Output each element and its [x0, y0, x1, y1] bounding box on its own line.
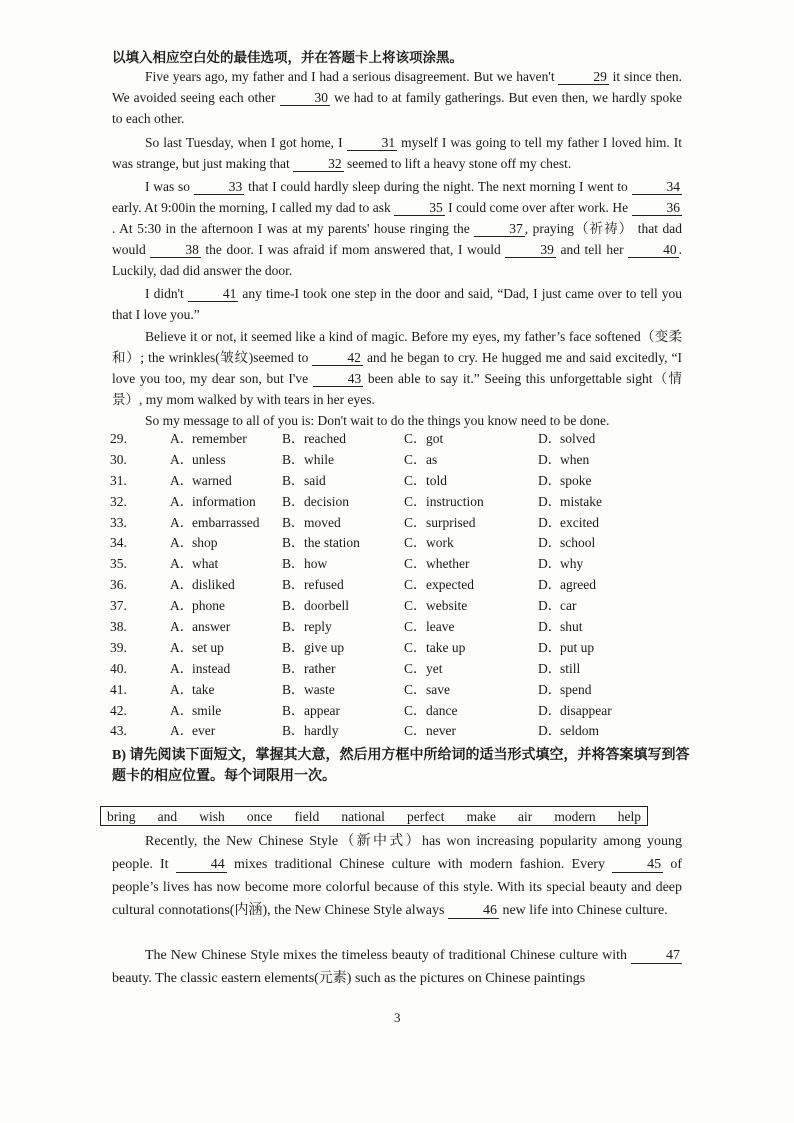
blank-46: 46 — [448, 903, 499, 919]
option-letter: D． — [538, 639, 562, 655]
option-text: expected — [426, 577, 474, 593]
option-a — [170, 596, 282, 617]
option-letter: C． — [404, 619, 427, 635]
option-d — [538, 680, 592, 701]
option-text: instruction — [426, 493, 484, 509]
option-b — [282, 596, 404, 617]
option-letter: B． — [282, 451, 305, 467]
question-number: 36. — [110, 577, 127, 593]
option-b — [282, 471, 404, 492]
option-b — [282, 554, 404, 575]
option-letter: C． — [404, 660, 427, 676]
option-c — [404, 429, 538, 450]
option-a — [170, 450, 282, 471]
option-text: school — [560, 535, 596, 551]
option-text: car — [560, 598, 577, 614]
option-letter: C． — [404, 556, 427, 572]
option-letter: A． — [170, 472, 194, 488]
option-text: work — [426, 535, 454, 551]
question-number: 40. — [110, 660, 127, 676]
option-text: the station — [304, 535, 360, 551]
option-c — [404, 721, 538, 742]
option-a — [170, 513, 282, 534]
option-text: never — [426, 723, 456, 739]
option-text: unless — [192, 451, 226, 467]
option-letter: B． — [282, 472, 305, 488]
option-d — [538, 638, 594, 659]
option-a — [170, 554, 282, 575]
option-text: spoke — [560, 472, 592, 488]
option-text: disliked — [192, 577, 235, 593]
option-text: take up — [426, 639, 466, 655]
option-c — [404, 596, 538, 617]
option-letter: C． — [404, 514, 427, 530]
option-row — [110, 721, 710, 742]
option-text: rather — [304, 660, 336, 676]
option-c — [404, 680, 538, 701]
option-row — [110, 659, 710, 680]
option-row — [110, 680, 710, 701]
word-item: wish — [199, 809, 225, 824]
word-item: perfect — [407, 809, 445, 824]
blank-41: 41 — [188, 286, 239, 302]
option-letter: D． — [538, 619, 562, 635]
option-text: shut — [560, 619, 583, 635]
option-a — [170, 429, 282, 450]
option-row — [110, 575, 710, 596]
option-letter: A． — [170, 514, 194, 530]
option-letter: B． — [282, 535, 305, 551]
option-a — [170, 680, 282, 701]
option-c — [404, 533, 538, 554]
question-number: 42. — [110, 702, 127, 718]
blank-29: 29 — [558, 69, 609, 85]
option-letter: A． — [170, 577, 194, 593]
option-letter: D． — [538, 556, 562, 572]
option-letter: D． — [538, 660, 562, 676]
option-b — [282, 513, 404, 534]
option-text: moved — [304, 514, 341, 530]
section-b-instructions: B) 请先阅读下面短文，掌握其大意，然后用方框中所给词的适当形式填空，并将答案填写到答题卡的相应位置。每个词限用一次。 — [112, 748, 690, 784]
option-c — [404, 638, 538, 659]
blank-34: 34 — [632, 179, 683, 195]
option-text: save — [426, 681, 450, 697]
question-number: 30. — [110, 451, 127, 467]
option-text: answer — [192, 619, 231, 635]
option-text: decision — [304, 493, 349, 509]
option-text: why — [560, 556, 584, 572]
blank-42: 42 — [312, 350, 363, 366]
option-text: surprised — [426, 514, 476, 530]
option-text: while — [304, 451, 334, 467]
option-row — [110, 701, 710, 722]
question-number: 37. — [110, 598, 127, 614]
option-letter: D． — [538, 451, 562, 467]
option-letter: C． — [404, 577, 427, 593]
option-d — [538, 617, 583, 638]
blank-47: 47 — [631, 948, 682, 964]
option-text: embarrassed — [192, 514, 260, 530]
blank-40: 40 — [628, 242, 679, 258]
passage-paragraph-2: So last Tuesday, when I got home, I 31 myself I was going to tell my father I loved him. It was strange, but just making that 32 seemed to lift a heavy stone off my chest. — [112, 135, 682, 171]
question-number: 34. — [110, 535, 127, 551]
option-letter: C． — [404, 598, 427, 614]
option-text: put up — [560, 639, 595, 655]
option-text: solved — [560, 431, 596, 446]
option-d — [538, 533, 595, 554]
option-text: whether — [426, 556, 470, 572]
option-letter: B． — [282, 619, 305, 635]
word-item: bring — [107, 809, 136, 824]
option-text: ever — [192, 723, 216, 739]
blank-44: 44 — [176, 857, 227, 873]
word-box — [100, 806, 648, 826]
option-b — [282, 701, 404, 722]
passage-paragraph-5: Believe it or not, it seemed like a kind of magic. Before my eyes, my father’s face softened（变柔和）; the wrinkles(皱纹)seemed to 42 and he began to cry. He hugged me and said excitedly, “I love you too, my dear son, but I've 43 been able to say it.” Seeing this unforgettable sight（情景）, my mom walked by with tears in her eyes. — [112, 329, 683, 407]
option-a — [170, 638, 282, 659]
option-text: agreed — [560, 577, 596, 593]
option-text: give up — [304, 639, 345, 655]
option-text: mistake — [560, 493, 602, 509]
option-text: smile — [192, 702, 222, 718]
option-d — [538, 596, 576, 617]
option-b — [282, 721, 404, 742]
option-d — [538, 659, 580, 680]
option-c — [404, 659, 538, 680]
instruction-header: 以填入相应空白处的最佳选项，并在答题卡上将该项涂黑。 — [112, 50, 463, 65]
option-c — [404, 617, 538, 638]
option-text: appear — [304, 702, 340, 718]
option-letter: A． — [170, 702, 194, 718]
option-text: still — [560, 660, 581, 676]
question-number: 38. — [110, 619, 127, 635]
option-text: what — [192, 556, 219, 572]
option-row — [110, 429, 710, 450]
option-text: take — [192, 681, 215, 697]
question-number: 29. — [110, 431, 127, 446]
option-text: waste — [304, 681, 335, 697]
option-row — [110, 450, 710, 471]
option-letter: B． — [282, 577, 305, 593]
option-a — [170, 701, 282, 722]
question-number: 33. — [110, 514, 127, 530]
word-item: modern — [554, 809, 596, 824]
option-letter: D． — [538, 723, 562, 739]
option-text: as — [426, 451, 438, 467]
option-letter: B． — [282, 598, 305, 614]
option-text: seldom — [560, 723, 599, 739]
option-text: website — [426, 598, 468, 614]
section-b-paragraph-2: The New Chinese Style mixes the timeless beauty of traditional Chinese culture with 47 beauty. The classic eastern elements(元素) such as the pictures on Chinese paintings — [112, 948, 681, 986]
passage-paragraph-1: Five years ago, my father and I had a serious disagreement. But we haven't 29 it since then. We avoided seeing each other 30 we had to at family gatherings. But even then, we hardly spoke to each other. — [112, 69, 683, 126]
option-text: dance — [426, 702, 458, 718]
option-a — [170, 471, 282, 492]
blank-43: 43 — [313, 371, 364, 387]
option-letter: B． — [282, 431, 305, 446]
option-a — [170, 721, 282, 742]
option-b — [282, 659, 404, 680]
option-letter: A． — [170, 619, 194, 635]
option-row — [110, 471, 710, 492]
option-b — [282, 617, 404, 638]
question-number: 31. — [110, 472, 127, 488]
option-d — [538, 554, 583, 575]
section-b-paragraph-1: Recently, the New Chinese Style（新中式）has won increasing popularity among young people. It 44 mixes traditional Chinese culture with modern fashion. Every 45 of people’s lives has now become more colorful because of this style. With its special beauty and deep cultural connotations(内涵), the New Chinese Style always 46 new life into Chinese culture. — [112, 834, 683, 918]
blank-30: 30 — [280, 90, 331, 106]
word-item: field — [294, 809, 320, 824]
option-letter: D． — [538, 577, 562, 593]
option-letter: B． — [282, 493, 305, 509]
option-text: hardly — [304, 723, 339, 739]
option-text: disappear — [560, 702, 612, 718]
option-b — [282, 492, 404, 513]
option-text: said — [304, 472, 326, 488]
option-c — [404, 575, 538, 596]
option-d — [538, 513, 599, 534]
option-text: phone — [192, 598, 225, 614]
passage-paragraph-6: So my message to all of you is: Don't wait to do the things you know need to be done. — [145, 413, 610, 428]
passage-paragraph-4: I didn't 41 any time-I took one step in the door and said, “Dad, I just came over to tell you that I love you.” — [112, 286, 683, 322]
option-letter: B． — [282, 660, 305, 676]
option-letter: D． — [538, 702, 562, 718]
option-letter: B． — [282, 681, 305, 697]
blank-39: 39 — [505, 242, 556, 258]
option-d — [538, 575, 596, 596]
option-d — [538, 701, 612, 722]
option-b — [282, 450, 404, 471]
option-row — [110, 638, 710, 659]
option-letter: C． — [404, 493, 427, 509]
option-text: reply — [304, 619, 332, 635]
option-d — [538, 471, 592, 492]
option-letter: C． — [404, 723, 427, 739]
option-letter: A． — [170, 493, 194, 509]
option-letter: A． — [170, 598, 194, 614]
option-text: shop — [192, 535, 218, 551]
option-b — [282, 680, 404, 701]
option-letter: A． — [170, 451, 194, 467]
option-letter: C． — [404, 639, 427, 655]
option-b — [282, 638, 404, 659]
question-number: 39. — [110, 639, 127, 655]
blank-31: 31 — [347, 135, 398, 151]
blank-36: 36 — [632, 200, 683, 216]
option-d — [538, 492, 602, 513]
option-c — [404, 471, 538, 492]
option-a — [170, 492, 282, 513]
option-letter: D． — [538, 472, 562, 488]
blank-45: 45 — [612, 857, 663, 873]
option-b — [282, 575, 404, 596]
option-text: remember — [192, 431, 247, 446]
option-letter: B． — [282, 514, 305, 530]
option-letter: B． — [282, 639, 305, 655]
word-item: air — [517, 809, 533, 824]
word-item: national — [341, 809, 385, 824]
blank-37: 37 — [474, 221, 525, 237]
option-row — [110, 596, 710, 617]
option-c — [404, 450, 538, 471]
option-text: told — [426, 472, 448, 488]
option-letter: C． — [404, 535, 427, 551]
option-letter: D． — [538, 598, 562, 614]
word-item: make — [466, 809, 496, 824]
option-c — [404, 513, 538, 534]
question-number: 32. — [110, 493, 127, 509]
blank-35: 35 — [394, 200, 445, 216]
blank-32: 32 — [293, 156, 344, 172]
option-text: spend — [560, 681, 592, 697]
option-letter: D． — [538, 431, 562, 446]
option-a — [170, 617, 282, 638]
option-a — [170, 659, 282, 680]
option-c — [404, 554, 538, 575]
option-text: doorbell — [304, 598, 349, 614]
option-text: warned — [192, 472, 232, 488]
option-text: yet — [426, 660, 443, 676]
option-letter: D． — [538, 681, 562, 697]
option-letter: A． — [170, 639, 194, 655]
option-row — [110, 617, 710, 638]
word-item: and — [157, 809, 178, 824]
page-number: 3 — [394, 1010, 401, 1025]
option-row — [110, 554, 710, 575]
option-letter: A． — [170, 431, 194, 446]
option-b — [282, 533, 404, 554]
option-row — [110, 533, 710, 554]
option-letter: D． — [538, 535, 562, 551]
option-letter: A． — [170, 535, 194, 551]
blank-38: 38 — [150, 242, 201, 258]
option-text: refused — [304, 577, 344, 593]
option-b — [282, 429, 404, 450]
option-text: excited — [560, 514, 599, 530]
option-text: set up — [192, 639, 224, 655]
option-d — [538, 429, 595, 450]
option-letter: A． — [170, 556, 194, 572]
option-letter: C． — [404, 431, 427, 446]
option-letter: A． — [170, 723, 194, 739]
question-number: 41. — [110, 681, 127, 697]
option-text: instead — [192, 660, 231, 676]
option-letter: C． — [404, 702, 427, 718]
word-item: help — [617, 809, 641, 824]
option-text: reached — [304, 431, 346, 446]
option-c — [404, 701, 538, 722]
option-letter: A． — [170, 681, 194, 697]
option-letter: C． — [404, 451, 427, 467]
option-letter: C． — [404, 681, 427, 697]
option-text: got — [426, 431, 444, 446]
option-a — [170, 533, 282, 554]
word-item: once — [246, 809, 273, 824]
option-letter: B． — [282, 723, 305, 739]
option-c — [404, 492, 538, 513]
option-letter: C． — [404, 472, 427, 488]
option-text: leave — [426, 619, 455, 635]
passage-paragraph-3: I was so 33 that I could hardly sleep during the night. The next morning I went to 34 early. At 9:00in the morning, I called my dad to ask 35 I could come over after work. He 36. At 5:30 in the afternoon I was at my parents' house ringing the 37 , praying（祈祷） that dad would 38 the door. I was afraid if mom answered that, I would 39 and tell her 40 . Luckily, dad did answer the door. — [112, 179, 683, 278]
option-text: when — [560, 451, 590, 467]
option-letter: B． — [282, 556, 305, 572]
question-number: 43. — [110, 723, 127, 739]
option-letter: D． — [538, 493, 562, 509]
options-list — [110, 429, 710, 742]
option-d — [538, 721, 599, 742]
option-a — [170, 575, 282, 596]
option-letter: A． — [170, 660, 194, 676]
option-text: information — [192, 493, 256, 509]
option-text: how — [304, 556, 328, 572]
option-letter: D． — [538, 514, 562, 530]
option-d — [538, 450, 589, 471]
option-letter: B． — [282, 702, 305, 718]
question-number: 35. — [110, 556, 127, 572]
option-row — [110, 492, 710, 513]
option-row — [110, 513, 710, 534]
blank-33: 33 — [194, 179, 245, 195]
